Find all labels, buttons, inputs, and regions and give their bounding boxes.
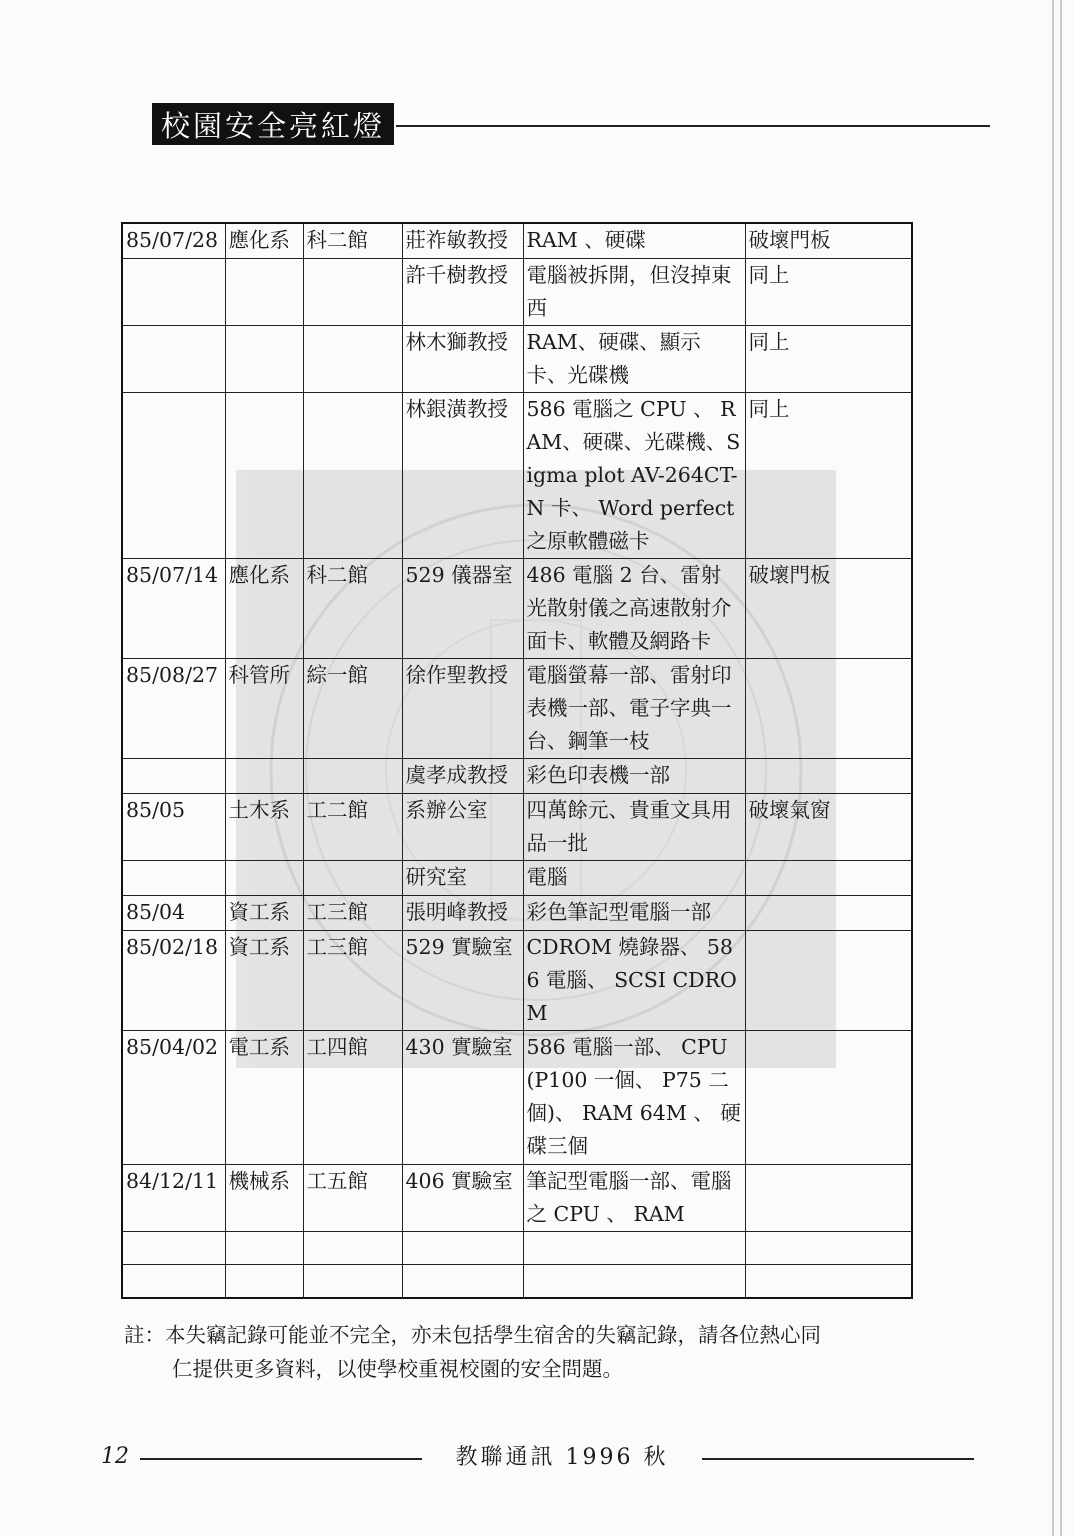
building-cell: 科二館	[303, 223, 402, 259]
department-cell	[225, 259, 303, 326]
stolen-items-cell: 586 電腦之 CPU 、 RAM、硬碟、光碟機、Sigma plot AV-264CT-N 卡、 Word perfect 之原軟體磁卡	[523, 393, 745, 559]
building-cell	[303, 861, 402, 896]
table-row	[122, 896, 912, 931]
break-in-method-cell: 同上	[745, 259, 912, 326]
footer-rule-left	[140, 1458, 422, 1460]
building-cell	[303, 393, 402, 559]
department-cell: 應化系	[225, 223, 303, 259]
location-cell: 系辦公室	[402, 794, 523, 861]
location-cell: 430 實驗室	[402, 1031, 523, 1165]
section-title: 校園安全亮紅燈	[152, 103, 394, 145]
location-cell: 張明峰教授	[402, 896, 523, 931]
location-cell	[402, 1265, 523, 1299]
stolen-items-cell: 彩色筆記型電腦一部	[523, 896, 745, 931]
location-cell: 406 實驗室	[402, 1165, 523, 1232]
stolen-items-cell: 486 電腦 2 台、雷射光散射儀之高速散射介面卡、軟體及網路卡	[523, 559, 745, 659]
building-cell: 科二館	[303, 559, 402, 659]
footnote-line-1: 註：本失竊記錄可能並不完全，亦未包括學生宿舍的失竊記錄，請各位熱心同	[124, 1323, 821, 1347]
break-in-method-cell	[745, 896, 912, 931]
footer-rule-right	[702, 1458, 974, 1460]
stolen-items-cell: 電腦螢幕一部、雷射印表機一部、電子字典一台、鋼筆一枝	[523, 659, 745, 759]
break-in-method-cell	[745, 659, 912, 759]
department-cell: 資工系	[225, 896, 303, 931]
break-in-method-cell: 同上	[745, 393, 912, 559]
page-edge-line	[1052, 0, 1054, 1536]
date-cell	[122, 259, 225, 326]
department-cell: 電工系	[225, 1031, 303, 1165]
building-cell	[303, 759, 402, 794]
building-cell: 工四館	[303, 1031, 402, 1165]
department-cell: 資工系	[225, 931, 303, 1031]
table-row	[122, 1232, 912, 1265]
stolen-items-cell: CDROM 燒錄器、 586 電腦、 SCSI CDROM	[523, 931, 745, 1031]
stolen-items-cell: RAM 、硬碟	[523, 223, 745, 259]
break-in-method-cell	[745, 1232, 912, 1265]
date-cell	[122, 861, 225, 896]
date-cell: 85/04	[122, 896, 225, 931]
date-cell: 85/07/28	[122, 223, 225, 259]
building-cell	[303, 1265, 402, 1299]
department-cell	[225, 393, 303, 559]
department-cell: 應化系	[225, 559, 303, 659]
theft-record-table	[121, 222, 913, 1299]
table-row	[122, 1265, 912, 1299]
date-cell: 85/04/02	[122, 1031, 225, 1165]
stolen-items-cell	[523, 1265, 745, 1299]
location-cell: 莊祚敏教授	[402, 223, 523, 259]
location-cell: 林銀潢教授	[402, 393, 523, 559]
building-cell: 綜一館	[303, 659, 402, 759]
department-cell: 機械系	[225, 1165, 303, 1232]
location-cell	[402, 1232, 523, 1265]
date-cell	[122, 759, 225, 794]
date-cell: 85/05	[122, 794, 225, 861]
table-row	[122, 223, 912, 259]
break-in-method-cell: 破壞門板	[745, 223, 912, 259]
table-row	[122, 1165, 912, 1232]
building-cell: 工三館	[303, 931, 402, 1031]
table-row	[122, 931, 912, 1031]
stolen-items-cell	[523, 1232, 745, 1265]
table-row	[122, 794, 912, 861]
department-cell: 土木系	[225, 794, 303, 861]
table-row	[122, 393, 912, 559]
stolen-items-cell: 586 電腦一部、 CPU(P100 一個、 P75 二個)、 RAM 64M 、 硬碟三個	[523, 1031, 745, 1165]
date-cell: 84/12/11	[122, 1165, 225, 1232]
break-in-method-cell: 破壞氣窗	[745, 794, 912, 861]
page-edge-line	[1060, 0, 1062, 1536]
date-cell: 85/08/27	[122, 659, 225, 759]
department-cell	[225, 861, 303, 896]
stolen-items-cell: 電腦	[523, 861, 745, 896]
location-cell: 虞孝成教授	[402, 759, 523, 794]
header-rule	[396, 125, 990, 127]
table-row	[122, 559, 912, 659]
table-row	[122, 861, 912, 896]
page-number: 12	[101, 1444, 129, 1469]
break-in-method-cell	[745, 1265, 912, 1299]
table-row	[122, 1031, 912, 1165]
footnote	[124, 1318, 904, 1386]
publication-title: 教聯通訊 1996 秋	[455, 1445, 669, 1470]
break-in-method-cell: 破壞門板	[745, 559, 912, 659]
table-row	[122, 326, 912, 393]
break-in-method-cell	[745, 861, 912, 896]
department-cell	[225, 1265, 303, 1299]
date-cell	[122, 393, 225, 559]
department-cell: 科管所	[225, 659, 303, 759]
break-in-method-cell	[745, 931, 912, 1031]
table-row	[122, 259, 912, 326]
date-cell: 85/02/18	[122, 931, 225, 1031]
building-cell: 工二館	[303, 794, 402, 861]
date-cell	[122, 326, 225, 393]
break-in-method-cell	[745, 1031, 912, 1165]
table-row	[122, 759, 912, 794]
stolen-items-cell: 四萬餘元、貴重文具用品一批	[523, 794, 745, 861]
building-cell: 工五館	[303, 1165, 402, 1232]
break-in-method-cell	[745, 759, 912, 794]
footnote-line-2: 仁提供更多資料，以使學校重視校園的安全問題。	[172, 1357, 623, 1381]
department-cell	[225, 326, 303, 393]
location-cell: 529 儀器室	[402, 559, 523, 659]
location-cell: 研究室	[402, 861, 523, 896]
building-cell	[303, 259, 402, 326]
date-cell	[122, 1265, 225, 1299]
stolen-items-cell: 彩色印表機一部	[523, 759, 745, 794]
break-in-method-cell: 同上	[745, 326, 912, 393]
stolen-items-cell: 電腦被拆開，但沒掉東西	[523, 259, 745, 326]
table-row	[122, 659, 912, 759]
date-cell	[122, 1232, 225, 1265]
building-cell	[303, 1232, 402, 1265]
building-cell: 工三館	[303, 896, 402, 931]
department-cell	[225, 759, 303, 794]
stolen-items-cell: 筆記型電腦一部、電腦之 CPU 、 RAM	[523, 1165, 745, 1232]
location-cell: 林木獅教授	[402, 326, 523, 393]
break-in-method-cell	[745, 1165, 912, 1232]
department-cell	[225, 1232, 303, 1265]
location-cell: 徐作聖教授	[402, 659, 523, 759]
location-cell: 529 實驗室	[402, 931, 523, 1031]
location-cell: 許千樹教授	[402, 259, 523, 326]
date-cell: 85/07/14	[122, 559, 225, 659]
building-cell	[303, 326, 402, 393]
stolen-items-cell: RAM、硬碟、顯示卡、光碟機	[523, 326, 745, 393]
